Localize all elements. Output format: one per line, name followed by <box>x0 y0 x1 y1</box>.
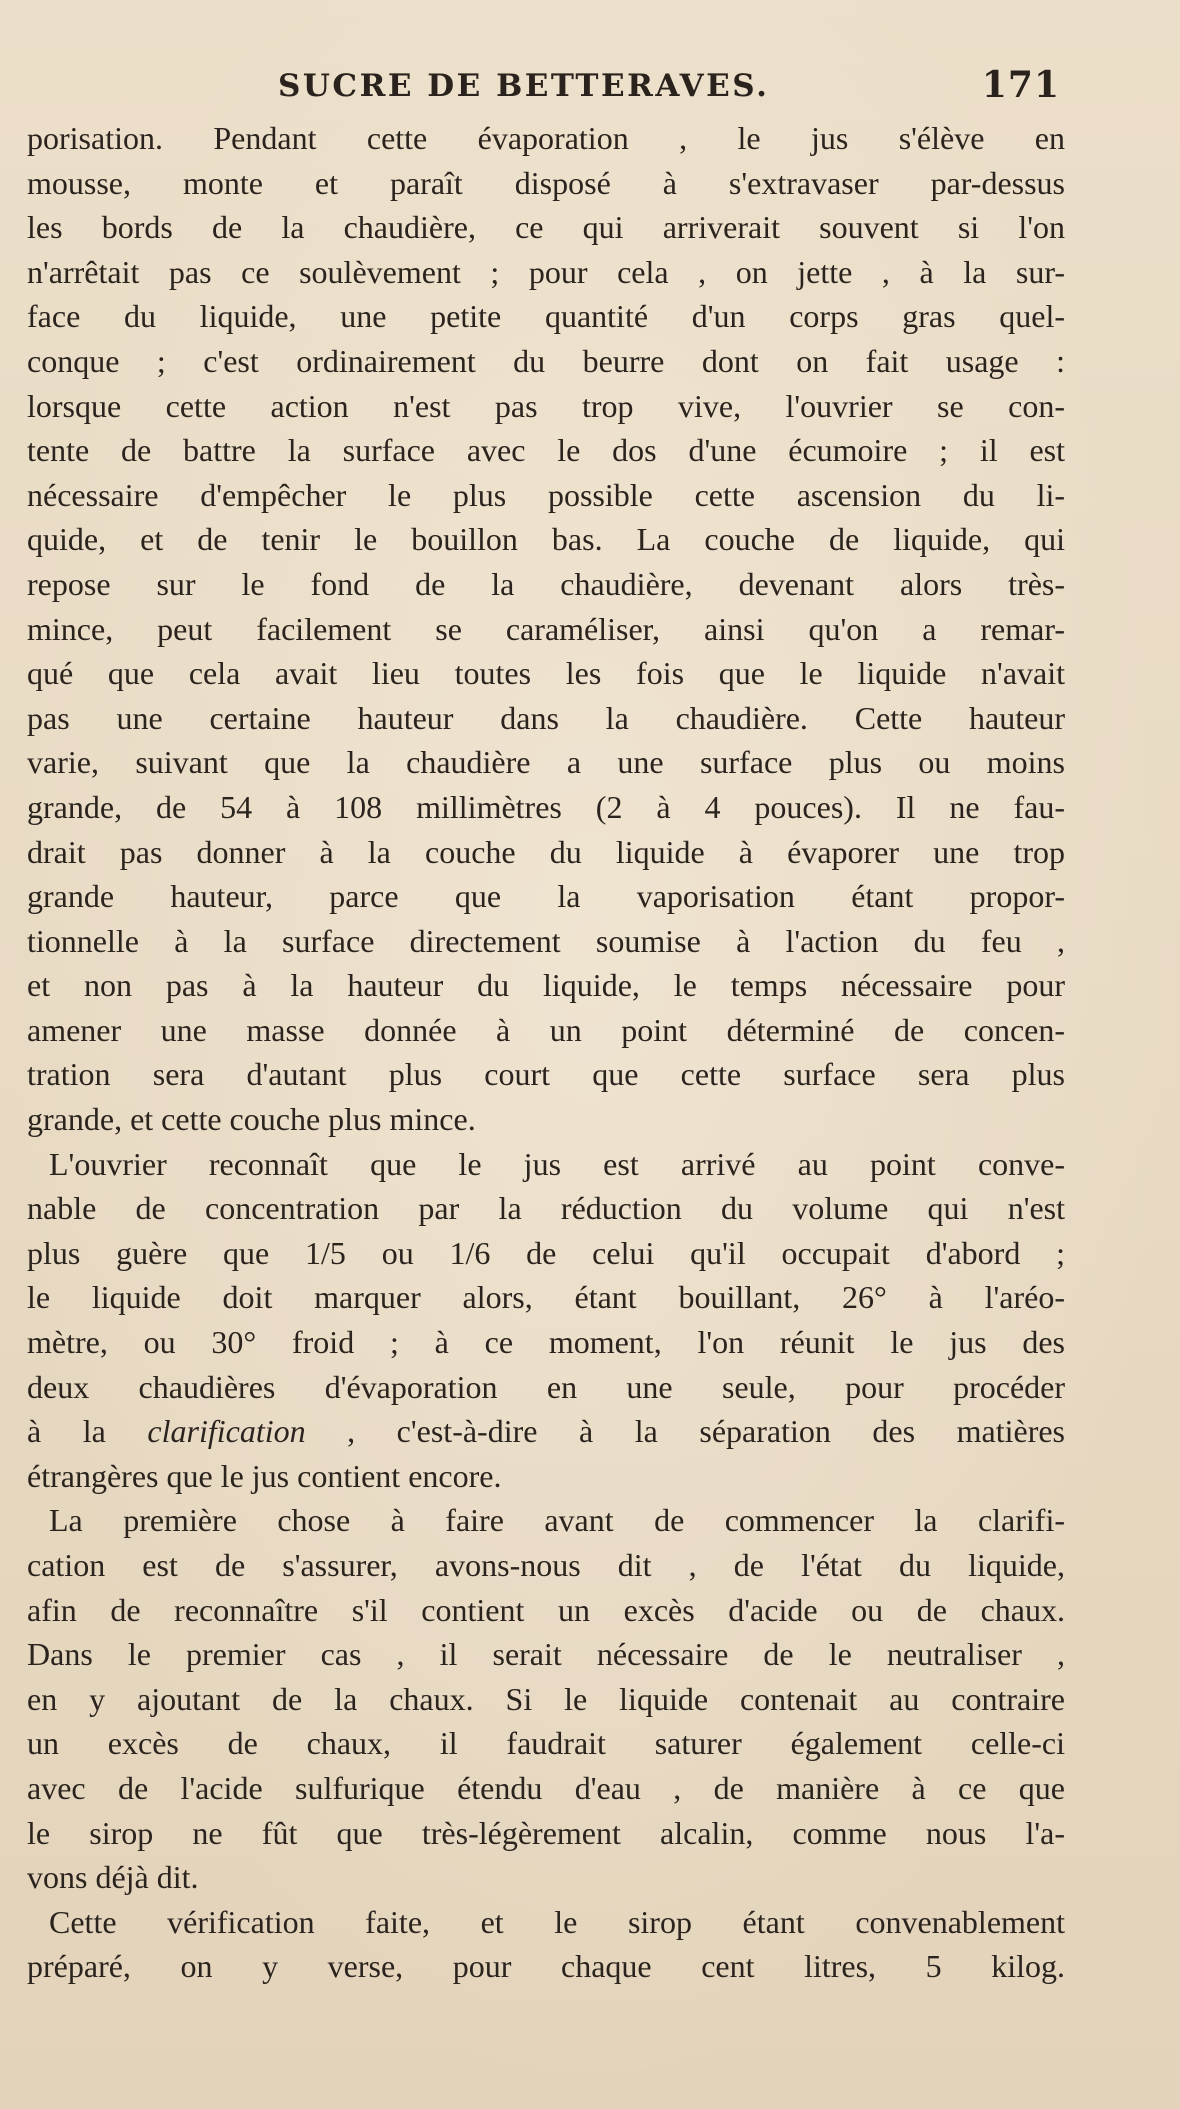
text-line: tente de battre la surface avec le dos d'une écumoire ; il est <box>27 432 1065 469</box>
text-line: nécessaire d'empêcher le plus possible cette ascension du li- <box>27 476 1065 513</box>
text-line: vons déjà dit. <box>27 1859 199 1896</box>
text-line: quide, et de tenir le bouillon bas. La couche de liquide, qui <box>27 521 1065 558</box>
text-line: Dans le premier cas , il serait nécessaire de le neutraliser , <box>27 1636 1065 1673</box>
text-line: avec de l'acide sulfurique étendu d'eau , de manière à ce que <box>27 1769 1065 1806</box>
text-line: grande, et cette couche plus mince. <box>27 1101 476 1138</box>
text-line: qué que cela avait lieu toutes les fois que le liquide n'avait <box>27 655 1065 692</box>
text-line: cation est de s'assurer, avons-nous dit , de l'état du liquide, <box>27 1547 1065 1583</box>
text-line: La première chose à faire avant de commencer la clarifi- <box>49 1502 1065 1539</box>
text-line: nable de concentration par la réduction du volume qui n'est <box>27 1190 1065 1227</box>
text-line: conque ; c'est ordinairement du beurre dont on fait usage : <box>27 342 1065 379</box>
text-line: préparé, on y verse, pour chaque cent litres, 5 kilog. <box>27 1948 1065 1985</box>
text-line: grande, de 54 à 108 millimètres (2 à 4 pouces). Il ne fau- <box>27 788 1065 825</box>
body-text <box>27 116 1065 1989</box>
text-line: tration sera d'autant plus court que cette surface sera plus <box>27 1056 1065 1093</box>
text-line: n'arrêtait pas ce soulèvement ; pour cela , on jette , à la sur- <box>27 253 1065 290</box>
text-line: étrangères que le jus contient encore. <box>27 1457 502 1494</box>
text-line: tionnelle à la surface directement soumise à l'action du feu , <box>27 922 1065 959</box>
page-header <box>278 64 1060 114</box>
text-line: le sirop ne fût que très-légèrement alcalin, comme nous l'a- <box>27 1814 1065 1851</box>
text-segment: , c'est-à-dire à la séparation des matières <box>305 1413 1066 1450</box>
text-line: le liquide doit marquer alors, étant bouillant, 26° à l'aréo- <box>27 1279 1065 1316</box>
text-line: afin de reconnaître s'il contient un excès d'acide ou de chaux. <box>27 1591 1065 1628</box>
text-line: mousse, monte et paraît disposé à s'extravaser par-dessus <box>27 164 1065 201</box>
text-line: les bords de la chaudière, ce qui arriverait souvent si l'on <box>27 209 1065 246</box>
text-line: amener une masse donnée à un point déterminé de concen- <box>27 1011 1065 1048</box>
text-segment: à la <box>27 1413 148 1450</box>
text-line: face du liquide, une petite quantité d'un corps gras quel- <box>27 298 1065 335</box>
text-line: pas une certaine hauteur dans la chaudière. Cette hauteur <box>27 699 1065 736</box>
page-number: 171 <box>981 64 1060 106</box>
text-line: mince, peut facilement se caraméliser, ainsi qu'on a remar- <box>27 610 1065 647</box>
text-line: repose sur le fond de la chaudière, devenant alors très- <box>27 565 1065 602</box>
italic-term-clarification: clarification <box>147 1413 306 1450</box>
text-line: mètre, ou 30° froid ; à ce moment, l'on réunit le jus des <box>27 1324 1065 1361</box>
text-line: Cette vérification faite, et le sirop étant convenablement <box>49 1903 1065 1940</box>
text-line: deux chaudières d'évaporation en une seule, pour procéder <box>27 1368 1065 1405</box>
text-line: en y ajoutant de la chaux. Si le liquide contenait au contraire <box>27 1680 1065 1717</box>
text-line: plus guère que 1/5 ou 1/6 de celui qu'il occupait d'abord ; <box>27 1234 1065 1271</box>
text-line <box>27 1409 1065 1454</box>
text-line: L'ouvrier reconnaît que le jus est arrivé au point conve- <box>49 1145 1065 1182</box>
running-title: SUCRE DE BETTERAVES. <box>278 68 770 104</box>
text-line: drait pas donner à la couche du liquide à évaporer une trop <box>27 833 1065 870</box>
text-line: grande hauteur, parce que la vaporisation étant propor- <box>27 878 1065 915</box>
text-line: lorsque cette action n'est pas trop vive, l'ouvrier se con- <box>27 387 1065 424</box>
text-line: un excès de chaux, il faudrait saturer également celle-ci <box>27 1725 1065 1762</box>
text-line: varie, suivant que la chaudière a une surface plus ou moins <box>27 744 1065 781</box>
text-line: porisation. Pendant cette évaporation , le jus s'élève en <box>27 120 1065 156</box>
text-line: et non pas à la hauteur du liquide, le temps nécessaire pour <box>27 967 1065 1004</box>
